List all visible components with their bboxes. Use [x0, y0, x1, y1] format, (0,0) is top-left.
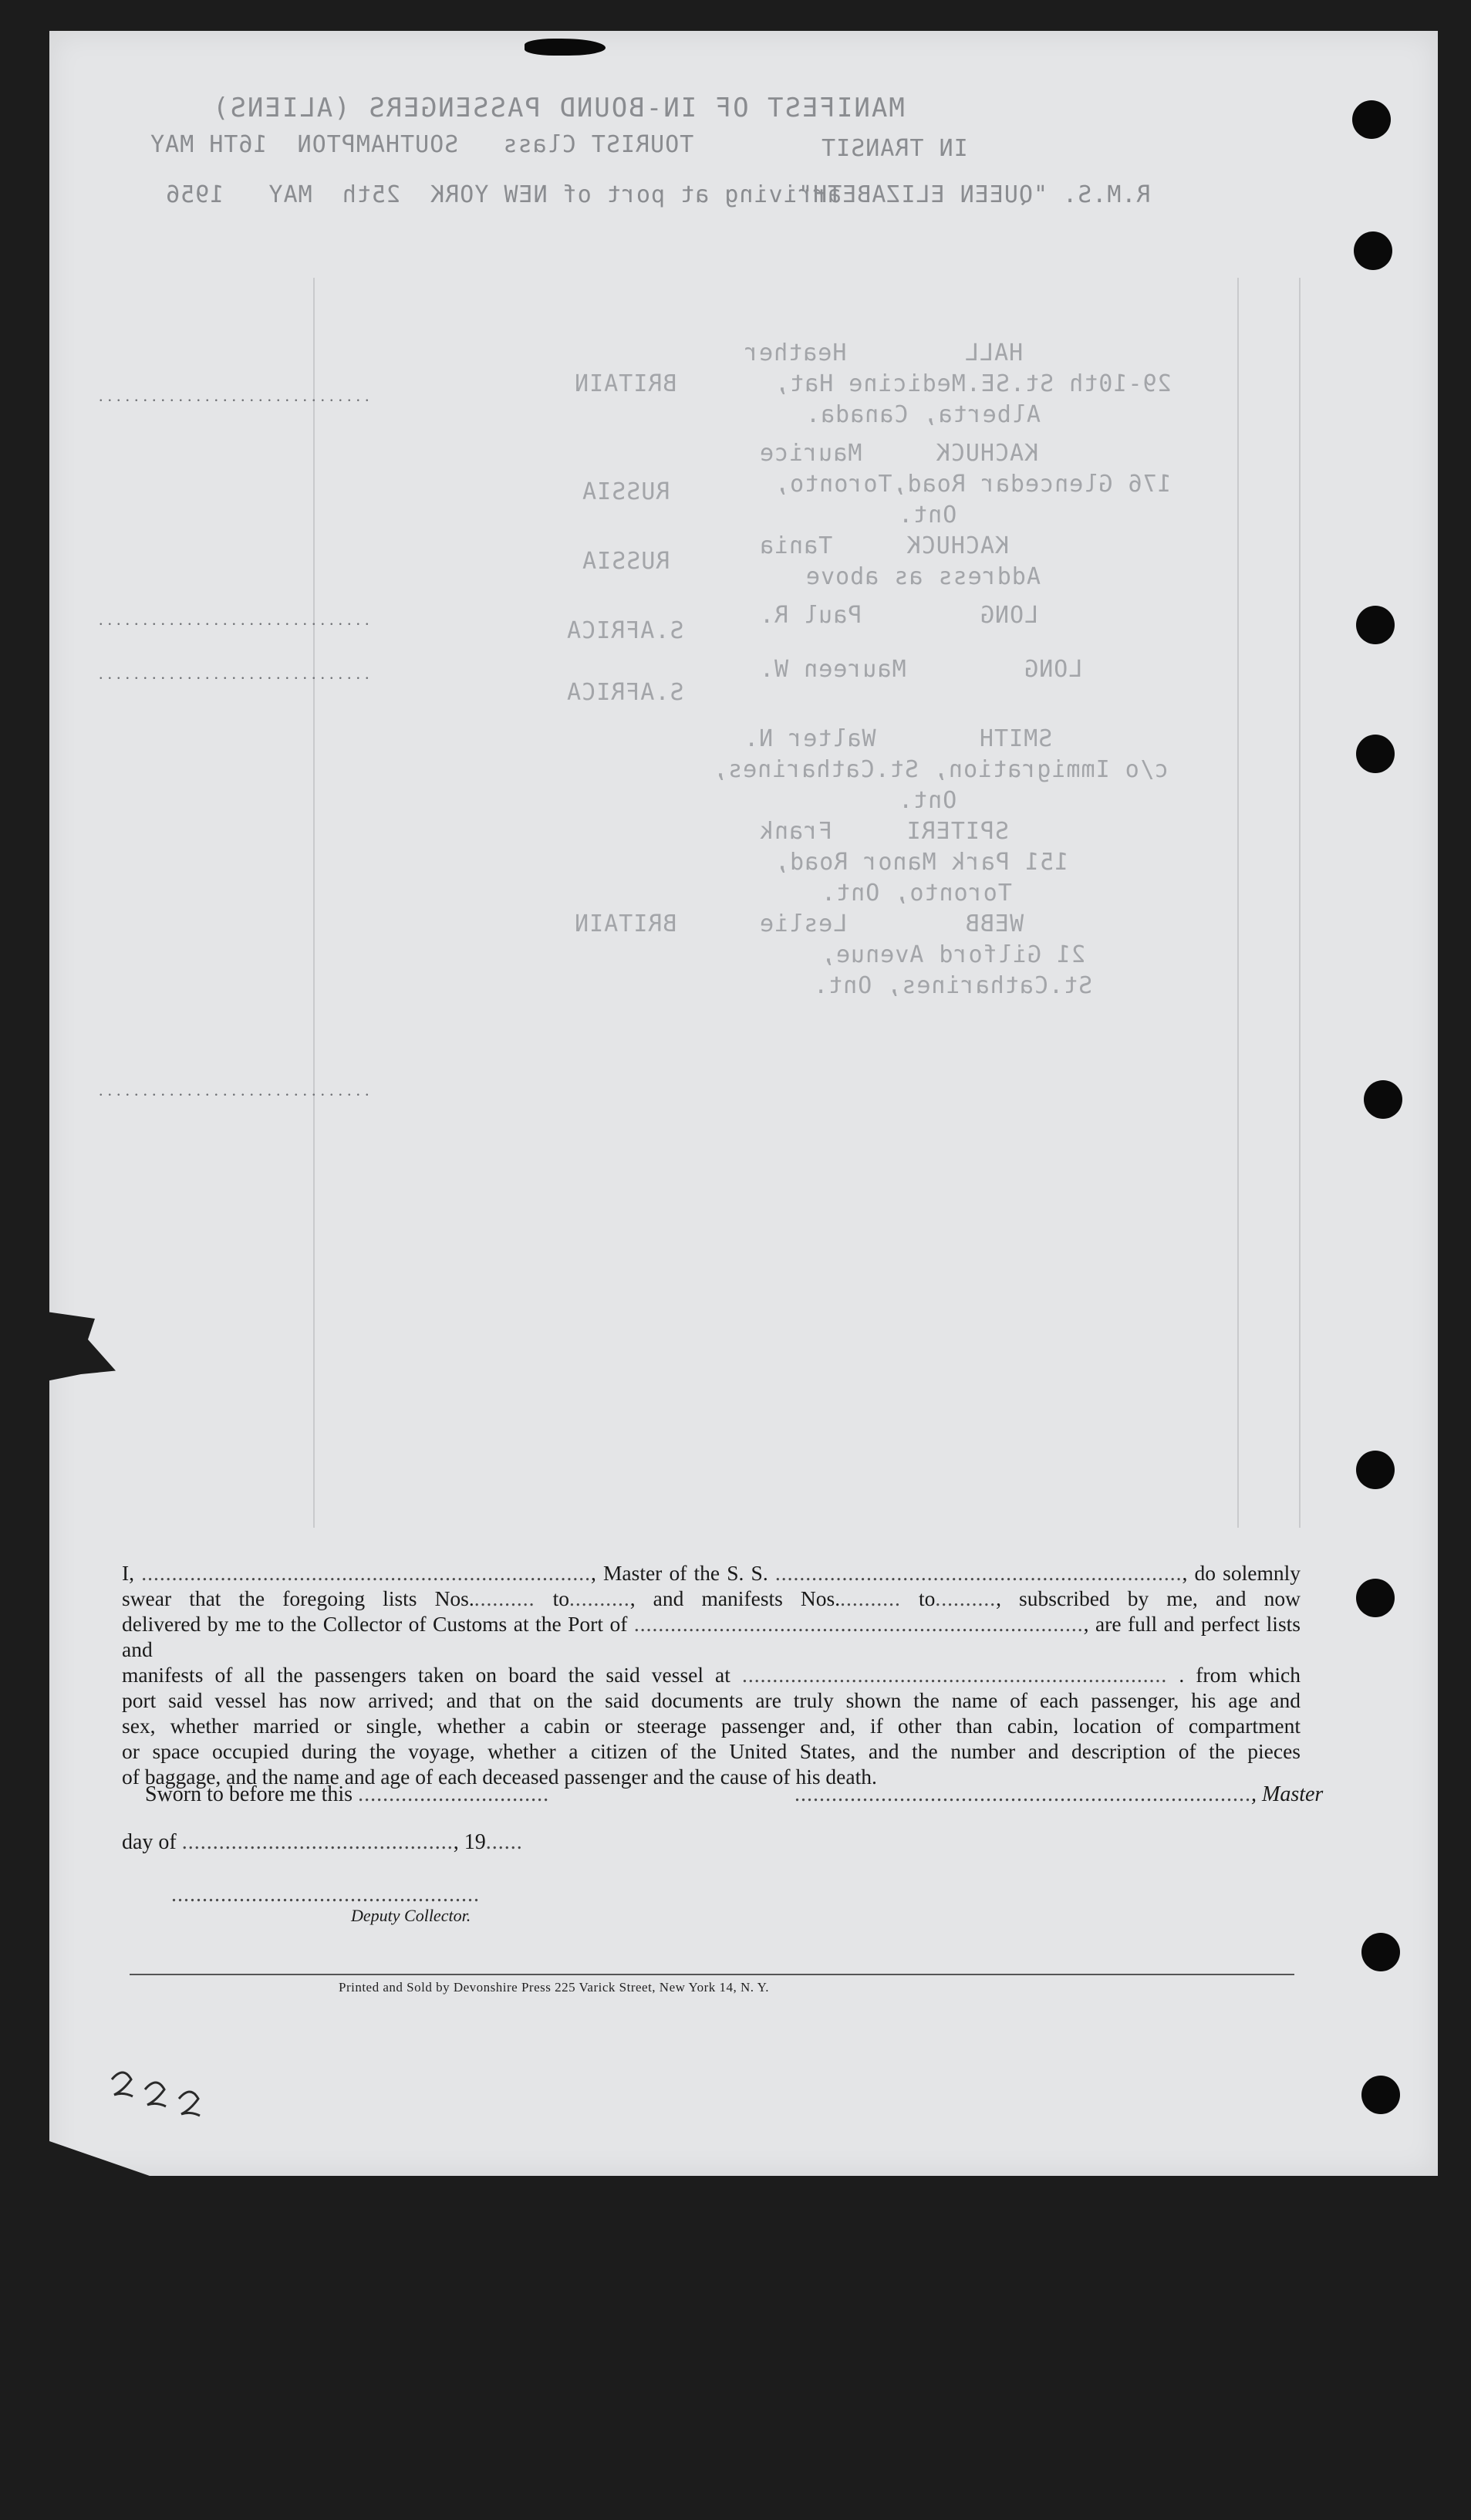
blank-manifest-from[interactable]: .......... [840, 1586, 901, 1610]
punch-hole [1356, 1451, 1395, 1489]
bleed-through-row: 151 Park Manor Road, [774, 849, 1069, 876]
bleed-through-row: Alberta, Canada. [805, 401, 1041, 428]
bleed-through-row: KACHUCK Tania [759, 532, 1010, 559]
bleed-through-port: arriving at port of NEW YORK 25th MAY 1956 [165, 181, 842, 208]
bleed-through-nationality: RUSSIA [582, 548, 670, 575]
bleed-through-row: 21 Gilford Avenue, [821, 941, 1086, 968]
punch-hole [1356, 735, 1395, 773]
bleed-through-nationality: S.AFRICA [566, 679, 684, 706]
bleed-through-vessel: R.M.S. "QUEEN ELIZABETH" [798, 181, 1151, 208]
blank-list-to[interactable]: .......... [568, 1586, 630, 1610]
bleed-through-title: MANIFEST OF IN-BOUND PASSENGERS (ALIENS) [211, 93, 905, 123]
bleed-through-row: SPITERI Frank [759, 818, 1010, 845]
oath-text: port said vessel has now arrived; and that on the said documents are truly shown the name of each passenger, his age and [122, 1688, 1301, 1712]
bleed-through-nationality: RUSSIA [582, 478, 670, 505]
bleed-through-row: Toronto, Ont. [821, 880, 1012, 907]
bleed-through-transit: IN TRANSIT [821, 135, 968, 162]
punch-hole [1352, 100, 1391, 139]
oath-text: , Master of the S. S. [590, 1561, 768, 1585]
oath-text: or space occupied during the voyage, whether a citizen of the United States, and the number and description of the pieces [122, 1739, 1301, 1763]
blank-master-signature[interactable]: .......................................................................... [795, 1782, 1251, 1806]
blank-date[interactable]: ............................................ [181, 1830, 454, 1854]
blank-deputy-signature[interactable]: .................................................. [171, 1883, 480, 1907]
master-label: , Master [1251, 1782, 1324, 1806]
punch-hole [1361, 2076, 1400, 2114]
dotted-leader: ............................... [99, 664, 374, 683]
bleed-through-row: KACHUCK Maurice [759, 440, 1039, 467]
bleed-through-nationality: BRITAIN [574, 910, 677, 937]
printer-imprint: Printed and Sold by Devonshire Press 225 Varick Street, New York 14, N. Y. [339, 1980, 769, 1995]
bleed-through-row: c/o Immigration, St.Catharines, [713, 756, 1169, 783]
blank-master-name[interactable]: .......................................................................... [141, 1561, 591, 1585]
oath-text: sex, whether married or single, whether a cabin or steerage passenger and, if other than cabin, location of compartment [122, 1714, 1301, 1738]
oath-text: , are full and perfect lists and [122, 1612, 1301, 1661]
blank-manifest-to[interactable]: .......... [935, 1586, 997, 1610]
bleed-through-row: 176 Glencedar Road,Toronto, [774, 471, 1172, 498]
punch-hole [1361, 1933, 1400, 1971]
footer-rule [130, 1974, 1294, 1975]
master-oath [122, 1560, 1301, 1789]
oath-text: , subscribed by me, and now [996, 1586, 1301, 1610]
date-line [122, 1830, 523, 1855]
column-rule [313, 278, 315, 1528]
oath-text: manifests of all the passengers taken on board the said vessel at [122, 1663, 730, 1687]
bleed-through-route: TOURIST Class SOUTHAMPTON 16TH MAY [150, 131, 694, 158]
deputy-collector-label: Deputy Collector. [351, 1906, 471, 1925]
bleed-through-row: LONG Maureen W. [759, 656, 1083, 683]
sworn-line [145, 1782, 549, 1807]
blank-vessel-name[interactable]: ................................................................... [774, 1561, 1183, 1585]
year-label: , 19 [453, 1830, 486, 1854]
oath-text: , and manifests Nos. [629, 1586, 841, 1610]
bleed-through-row: HALL Heather [744, 339, 1024, 367]
dotted-leader: ............................... [99, 386, 374, 405]
oath-text: to [918, 1586, 936, 1610]
blank-year[interactable]: ...... [485, 1830, 523, 1854]
column-rule [1237, 278, 1239, 1528]
oath-text: . from which [1179, 1663, 1301, 1687]
oath-text: to [552, 1586, 569, 1610]
oath-text: , do solemnly [1182, 1561, 1301, 1585]
oath-text: swear that the foregoing lists Nos. [122, 1586, 474, 1610]
deputy-signature-line [171, 1883, 480, 1907]
blank-list-from[interactable]: .......... [474, 1586, 535, 1610]
bleed-through-row: SMITH Walter N. [744, 725, 1053, 752]
punch-hole [1356, 1579, 1395, 1617]
bleed-through-row: Ont. [898, 502, 957, 529]
oath-text: of baggage, and the name and age of each deceased passenger and the cause of his death. [122, 1765, 877, 1789]
bleed-through-row: LONG Paul R. [759, 602, 1039, 629]
punch-hole [1354, 231, 1392, 270]
handwritten-mark [108, 2060, 224, 2133]
sworn-label: Sworn to before me this [145, 1782, 353, 1806]
oath-text: delivered by me to the Collector of Customs at the Port of [122, 1612, 628, 1636]
oath-text: I, [122, 1561, 135, 1585]
bleed-through-row: WEBB Leslie [759, 910, 1024, 937]
bleed-through-row: Address as above [805, 563, 1041, 590]
dotted-leader: ............................... [99, 1080, 374, 1100]
blank-port[interactable]: .......................................................................... [633, 1612, 1084, 1636]
ink-blot [525, 39, 606, 56]
day-of-label: day of [122, 1830, 177, 1854]
blank-sworn-day[interactable]: ............................... [358, 1782, 550, 1806]
punch-hole [1364, 1080, 1402, 1119]
bleed-through-row: Ont. [898, 787, 957, 814]
bleed-through-row: 29-10th St.SE.Medicine Hat, [774, 370, 1172, 397]
bleed-through-nationality: BRITAIN [574, 370, 677, 397]
punch-hole [1356, 606, 1395, 644]
master-signature-line [795, 1782, 1323, 1807]
dotted-leader: ............................... [99, 610, 374, 629]
bleed-through-row: St.Catharines, Ont. [813, 972, 1093, 999]
blank-departure-port[interactable]: ...................................................................... [742, 1663, 1168, 1687]
bleed-through-nationality: S.AFRICA [566, 617, 684, 644]
sheet-torn-corner [49, 2141, 150, 2176]
column-rule [1299, 278, 1301, 1528]
